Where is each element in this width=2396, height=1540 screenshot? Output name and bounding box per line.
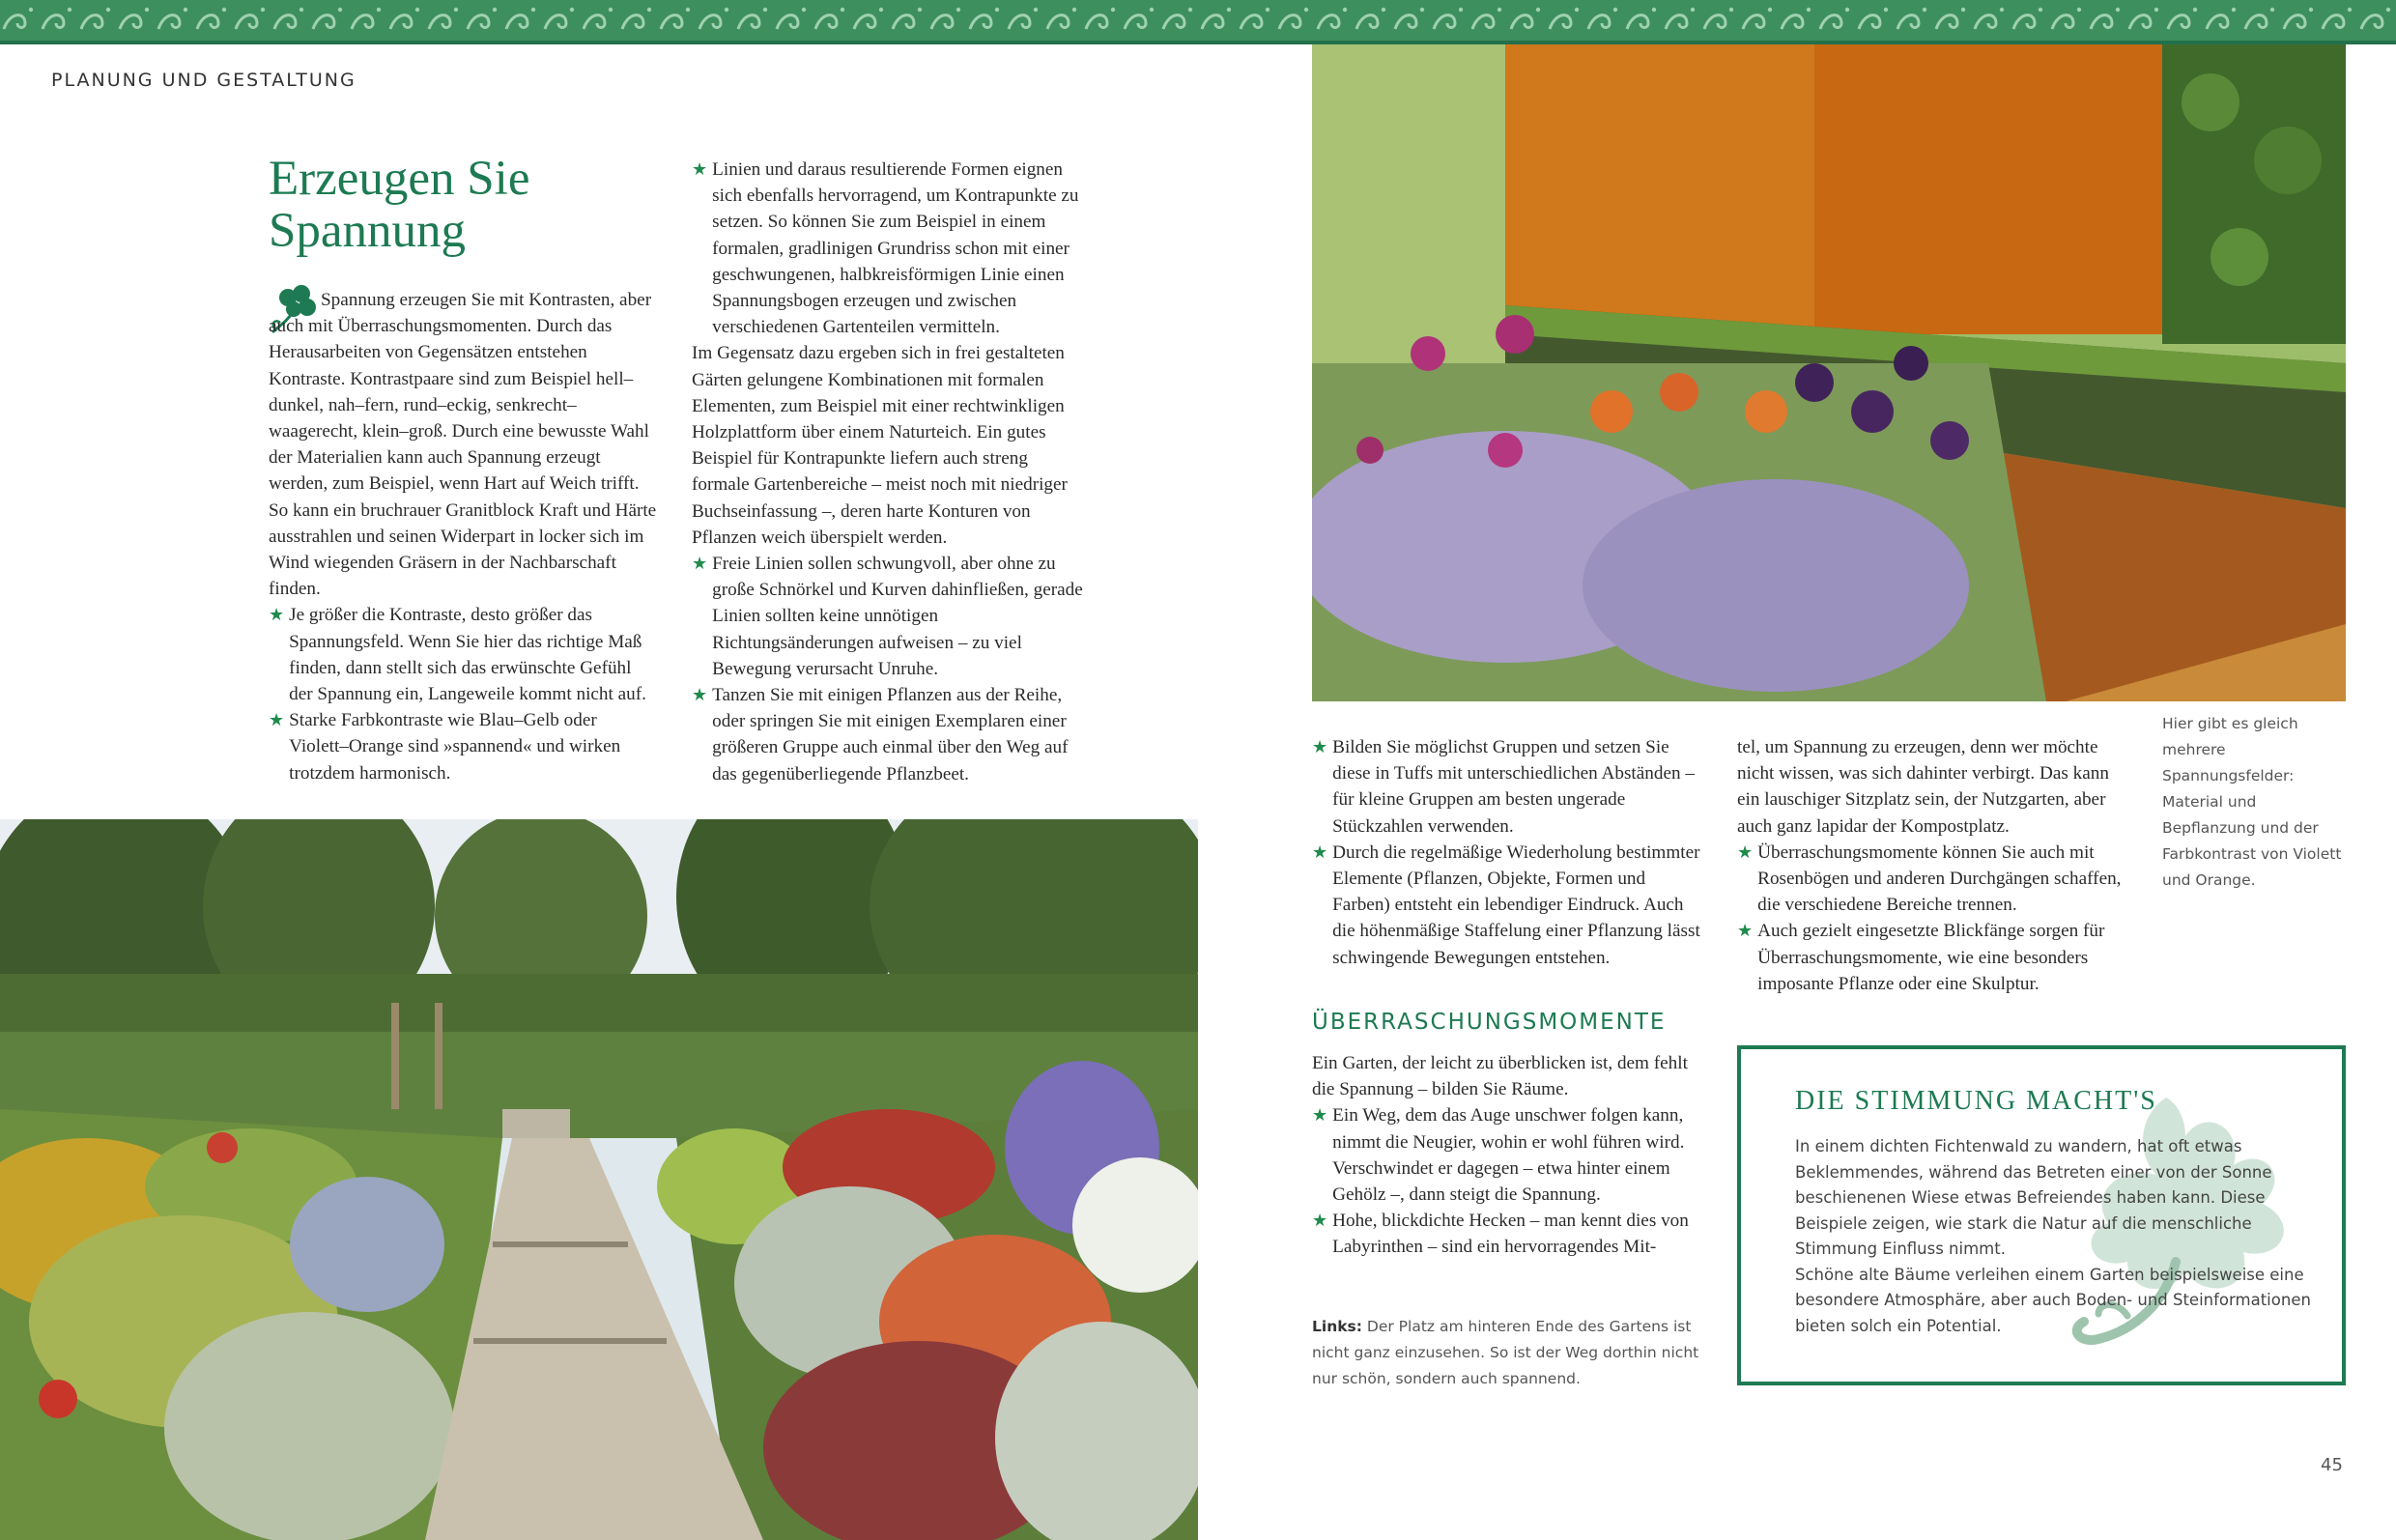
subsection-heading: ÜBERRASCHUNGSMOMENTE (1312, 1010, 1667, 1035)
subsection-text (1312, 1050, 1703, 1261)
bullet-text: Bilden Sie möglichst Gruppen und setzen Sie diese in Tuffs mit unterschiedlichen Abständen – für kleine Gruppen am besten ungerade Stückzahlen verwenden. (1332, 737, 1695, 837)
bullet-text: Starke Farbkontraste wie Blau–Gelb oder Violett–Orange sind »spannend« und wirken trotzdem harmonisch. (289, 710, 621, 784)
star-icon: ★ (1312, 841, 1328, 863)
photo-caption-left (1312, 1314, 1703, 1392)
bullet-text: Je größer die Kontraste, desto größer das Spannungsfeld. Wenn Sie hier das richtige Maß finden, dann stellt sich das erwünschte Gefühl der Spannung ein, Langeweile kommt nicht auf. (289, 605, 646, 705)
info-box-paragraph: In einem dichten Fichtenwald zu wandern, hat oft etwas Beklemmendes, während das Betreten einer von der Sonne beschienenen Wiese etwas Befreiendes haben kann. Diese Beispiele zeigen, wie stark die Natur auf die menschliche Stimmung Einfluss nimmt. (1795, 1137, 2272, 1258)
bullet-text: Durch die regelmäßige Wiederholung bestimmter Elemente (Pflanzen, Objekte, Formen und Farben) entsteht ein lebendiger Eindruck. Auch die höhenmäßige Staffelung einer Pflanzung lässt schwingende Bewegungen entstehen. (1332, 841, 1700, 968)
body-paragraph: tel, um Spannung zu erzeugen, denn wer möchte nicht wissen, was sich dahinter verbirgt. Das kann ein lauschiger Sitzplatz sein, der Nutzgarten, aber auch ganz lapidar der Kompostplatz. (1737, 737, 2109, 837)
info-box-paragraph: Schöne alte Bäume verleihen einem Garten beispielsweise eine besondere Atmosphäre, aber auch Boden- und Steinformationen bieten solch ein Potential. (1795, 1265, 2311, 1335)
bullet-item (1737, 918, 2128, 997)
bullet-text: Freie Linien sollen schwungvoll, aber ohne zu große Schnörkel und Kurven dahinfließen, gerade Linien sollten keine unnötigen Richtungsänderungen aufweisen – zu viel Bewegung verursacht Unruhe. (712, 554, 1083, 679)
bullet-text: Tanzen Sie mit einigen Pflanzen aus der Reihe, oder springen Sie mit einigen Exemplaren einer größeren Gruppe auch einmal über den Weg auf das gegenüberliegende Pflanzbeet. (712, 685, 1069, 784)
bullet-text: Hohe, blickdichte Hecken – man kennt dies von Labyrinthen – sind ein hervorragendes Mit- (1332, 1211, 1689, 1258)
text-column-4 (1737, 734, 2128, 997)
star-icon: ★ (1312, 1105, 1328, 1126)
bullet-item (269, 707, 657, 786)
star-icon: ★ (692, 159, 708, 180)
info-box (1737, 1045, 2346, 1385)
bullet-item (269, 602, 657, 707)
text-column-1 (269, 287, 657, 786)
star-icon: ★ (1312, 1211, 1328, 1232)
star-icon: ★ (1312, 737, 1328, 757)
bullet-item (1312, 1102, 1703, 1208)
bullet-item (1312, 840, 1703, 971)
bullet-item (1737, 840, 2128, 919)
bullet-item (692, 551, 1083, 682)
bullet-text: Auch gezielt eingesetzte Blickfänge sorgen für Überraschungsmomente, wie eine besonders imposante Pflanze oder eine Skulptur. (1757, 921, 2105, 994)
bullet-item (692, 682, 1083, 787)
info-box-text (1795, 1134, 2317, 1339)
page-number: 45 (2321, 1455, 2343, 1475)
corten-wall-photo (1312, 44, 2346, 701)
section-label: PLANUNG UND GESTALTUNG (51, 70, 357, 91)
info-box-title: DIE STIMMUNG MACHT'S (1795, 1086, 2157, 1116)
bullet-item (1312, 1208, 1703, 1260)
star-icon: ★ (692, 554, 708, 575)
garden-path-photo (0, 819, 1198, 1540)
star-icon: ★ (269, 710, 285, 731)
bullet-item (692, 157, 1083, 340)
text-column-3 (1312, 734, 1703, 971)
photo-caption-right: Hier gibt es gleich mehrere Spannungsfelder: Material und Bepflanzung und der Farbkontrast von Violett und Orange. (2162, 715, 2342, 889)
decorative-top-border (0, 0, 2396, 44)
body-paragraph: Im Gegensatz dazu ergeben sich in frei gestalteten Gärten gelungene Kombinationen mit formalen Elementen, zum Beispiel mit einer rechtwinkligen Holzplattform über einem Naturteich. Ein gutes Beispiel für Kontrapunkte liefern auch streng formale Gartenbereiche – meist noch mit niedriger Buchseinfassung –, deren harte Konturen von Pflanzen weich überspielt werden. (692, 343, 1068, 548)
star-icon: ★ (1737, 841, 1754, 863)
star-icon: ★ (269, 605, 285, 626)
caption-label: Links: (1312, 1318, 1362, 1335)
text-column-2 (692, 157, 1083, 787)
bullet-text: Linien und daraus resultierende Formen eignen sich ebenfalls hervorragend, um Kontrapunkte zu setzen. So können Sie zum Beispiel in einem formalen, gradlinigen Grundriss schon mit einer geschwungenen, halbkreisförmigen Linie einen Spannungsbogen erzeugen und zwischen verschiedenen Gartenteilen vermitteln. (712, 159, 1079, 338)
star-icon: ★ (692, 685, 708, 706)
bullet-text: Ein Weg, dem das Auge unschwer folgen kann, nimmt die Neugier, wohin er wohl führen wird. Verschwindet er dagegen – etwa hinter einem Gehölz –, dann steigt die Spannung. (1332, 1105, 1685, 1206)
bullet-item (1312, 734, 1703, 840)
page-headline: Erzeugen Sie Spannung (269, 152, 530, 258)
caption-text: Der Platz am hinteren Ende des Gartens ist nicht ganz einzusehen. So ist der Weg dorthin nicht nur schön, sondern auch spannend. (1312, 1318, 1699, 1387)
bullet-text: Überraschungsmomente können Sie auch mit Rosenbögen und anderen Durchgängen schaffen, die verschiedene Bereiche trennen. (1757, 841, 2122, 916)
star-icon: ★ (1737, 921, 1754, 942)
body-paragraph: Ein Garten, der leicht zu überblicken ist, dem fehlt die Spannung – bilden Sie Räume. (1312, 1053, 1688, 1100)
intro-paragraph: Spannung erzeugen Sie mit Kontrasten, aber auch mit Überraschungsmomenten. Durch das Herausarbeiten von Gegensätzen entstehen Kontraste. Kontrastpaare sind zum Beispiel hell–dunkel, nah–fern, rund–eckig, senkrecht–waagerecht, klein–groß. Durch eine bewusste Wahl der Materialien kann auch Spannung erzeugt werden, zum Beispiel, wenn Hart auf Weich trifft. So kann ein bruchrauer Granitblock Kraft und Härte ausstrahlen und seinen Widerpart in locker sich im Wind wiegenden Gräsern in der Nachbarschaft finden. (269, 290, 657, 600)
